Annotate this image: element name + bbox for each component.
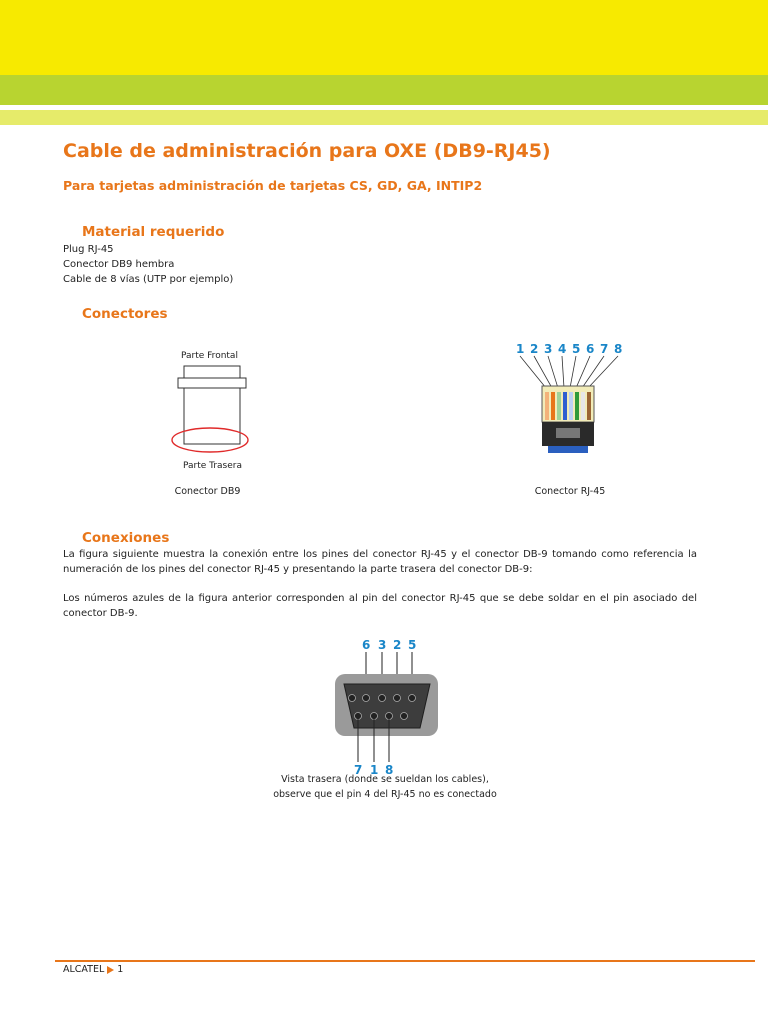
connections-heading: Conexiones bbox=[82, 530, 170, 546]
pinout-top-number: 6 bbox=[362, 638, 371, 652]
page-title: Cable de administración para OXE (DB9-RJ45) bbox=[63, 140, 551, 162]
connections-note: Los números azules de la figura anterior corresponden al pin del conector RJ-45 que se debe soldar en el pin asociado del conector DB-9. bbox=[63, 593, 697, 619]
rj45-caption: Conector RJ-45 bbox=[534, 486, 606, 497]
pin-1 bbox=[349, 695, 356, 702]
db9-caption: Conector DB9 bbox=[174, 486, 241, 497]
db9-front-label: Parte Frontal bbox=[181, 351, 238, 361]
pinout-top-number: 5 bbox=[408, 638, 417, 652]
material-item: Conector DB9 hembra bbox=[63, 259, 175, 270]
connectors-heading: Conectores bbox=[82, 306, 168, 322]
rj45-wire bbox=[569, 392, 573, 420]
connections-paragraph: La figura siguiente muestra la conexión entre los pines del conector RJ-45 y el conector DB-9 tomando como referencia la numeración de los pines del conector RJ-45 y presentando la parte trasera del conector DB-9: bbox=[63, 549, 697, 575]
pinout-caption-line: observe que el pin 4 del RJ-45 no es conectado bbox=[273, 789, 497, 800]
rj45-connector-figure bbox=[510, 338, 635, 463]
db9-connector-figure bbox=[160, 340, 270, 475]
material-heading: Material requerido bbox=[82, 224, 225, 240]
material-item: Cable de 8 vías (UTP por ejemplo) bbox=[63, 274, 234, 285]
footer bbox=[63, 964, 123, 975]
rj45-wire bbox=[551, 392, 555, 420]
rj45-wire bbox=[563, 392, 567, 420]
rj45-wire bbox=[581, 392, 585, 420]
page-subtitle: Para tarjetas administración de tarjetas CS, GD, GA, INTIP2 bbox=[63, 178, 483, 193]
pin-2 bbox=[363, 695, 370, 702]
pinout-bottom-number: 7 bbox=[354, 763, 363, 777]
rj45-pin-number: 6 bbox=[586, 342, 595, 356]
rj45-pin-number: 4 bbox=[558, 342, 567, 356]
db9-back-label: Parte Trasera bbox=[183, 461, 242, 471]
rj45-wire bbox=[575, 392, 579, 420]
pinout-caption-line: Vista trasera (donde se sueldan los cables), bbox=[281, 774, 489, 785]
pin-4 bbox=[394, 695, 401, 702]
header-band-lime bbox=[0, 110, 768, 125]
rj45-wire bbox=[545, 392, 549, 420]
rj45-wire bbox=[557, 392, 561, 420]
pinout-bottom-number: 1 bbox=[370, 763, 379, 777]
material-list bbox=[63, 242, 233, 287]
material-item: Plug RJ-45 bbox=[63, 244, 114, 255]
rj45-pin-number: 5 bbox=[572, 342, 581, 356]
rj45-pin-number: 8 bbox=[614, 342, 623, 356]
pinout-top-number: 3 bbox=[378, 638, 387, 652]
rj45-pin-number: 1 bbox=[516, 342, 525, 356]
rj45-wire bbox=[587, 392, 591, 420]
header-band-green bbox=[0, 75, 768, 105]
header-band-yellow bbox=[0, 0, 768, 75]
arrow-right-icon bbox=[107, 966, 114, 974]
rj45-pin-number: 7 bbox=[600, 342, 609, 356]
pinout-top-number: 2 bbox=[393, 638, 402, 652]
rj45-pin-number: 2 bbox=[530, 342, 539, 356]
pin-9 bbox=[401, 713, 408, 720]
db9-pinout-figure bbox=[330, 632, 445, 777]
rj45-pin-number: 3 bbox=[544, 342, 553, 356]
pinout-bottom-number: 8 bbox=[385, 763, 394, 777]
footer-brand: ALCATEL bbox=[63, 964, 105, 975]
pin-3 bbox=[379, 695, 386, 702]
pinout-caption bbox=[230, 772, 540, 802]
pin-5 bbox=[409, 695, 416, 702]
footer-divider bbox=[55, 960, 755, 962]
page-number: 1 bbox=[117, 964, 124, 975]
